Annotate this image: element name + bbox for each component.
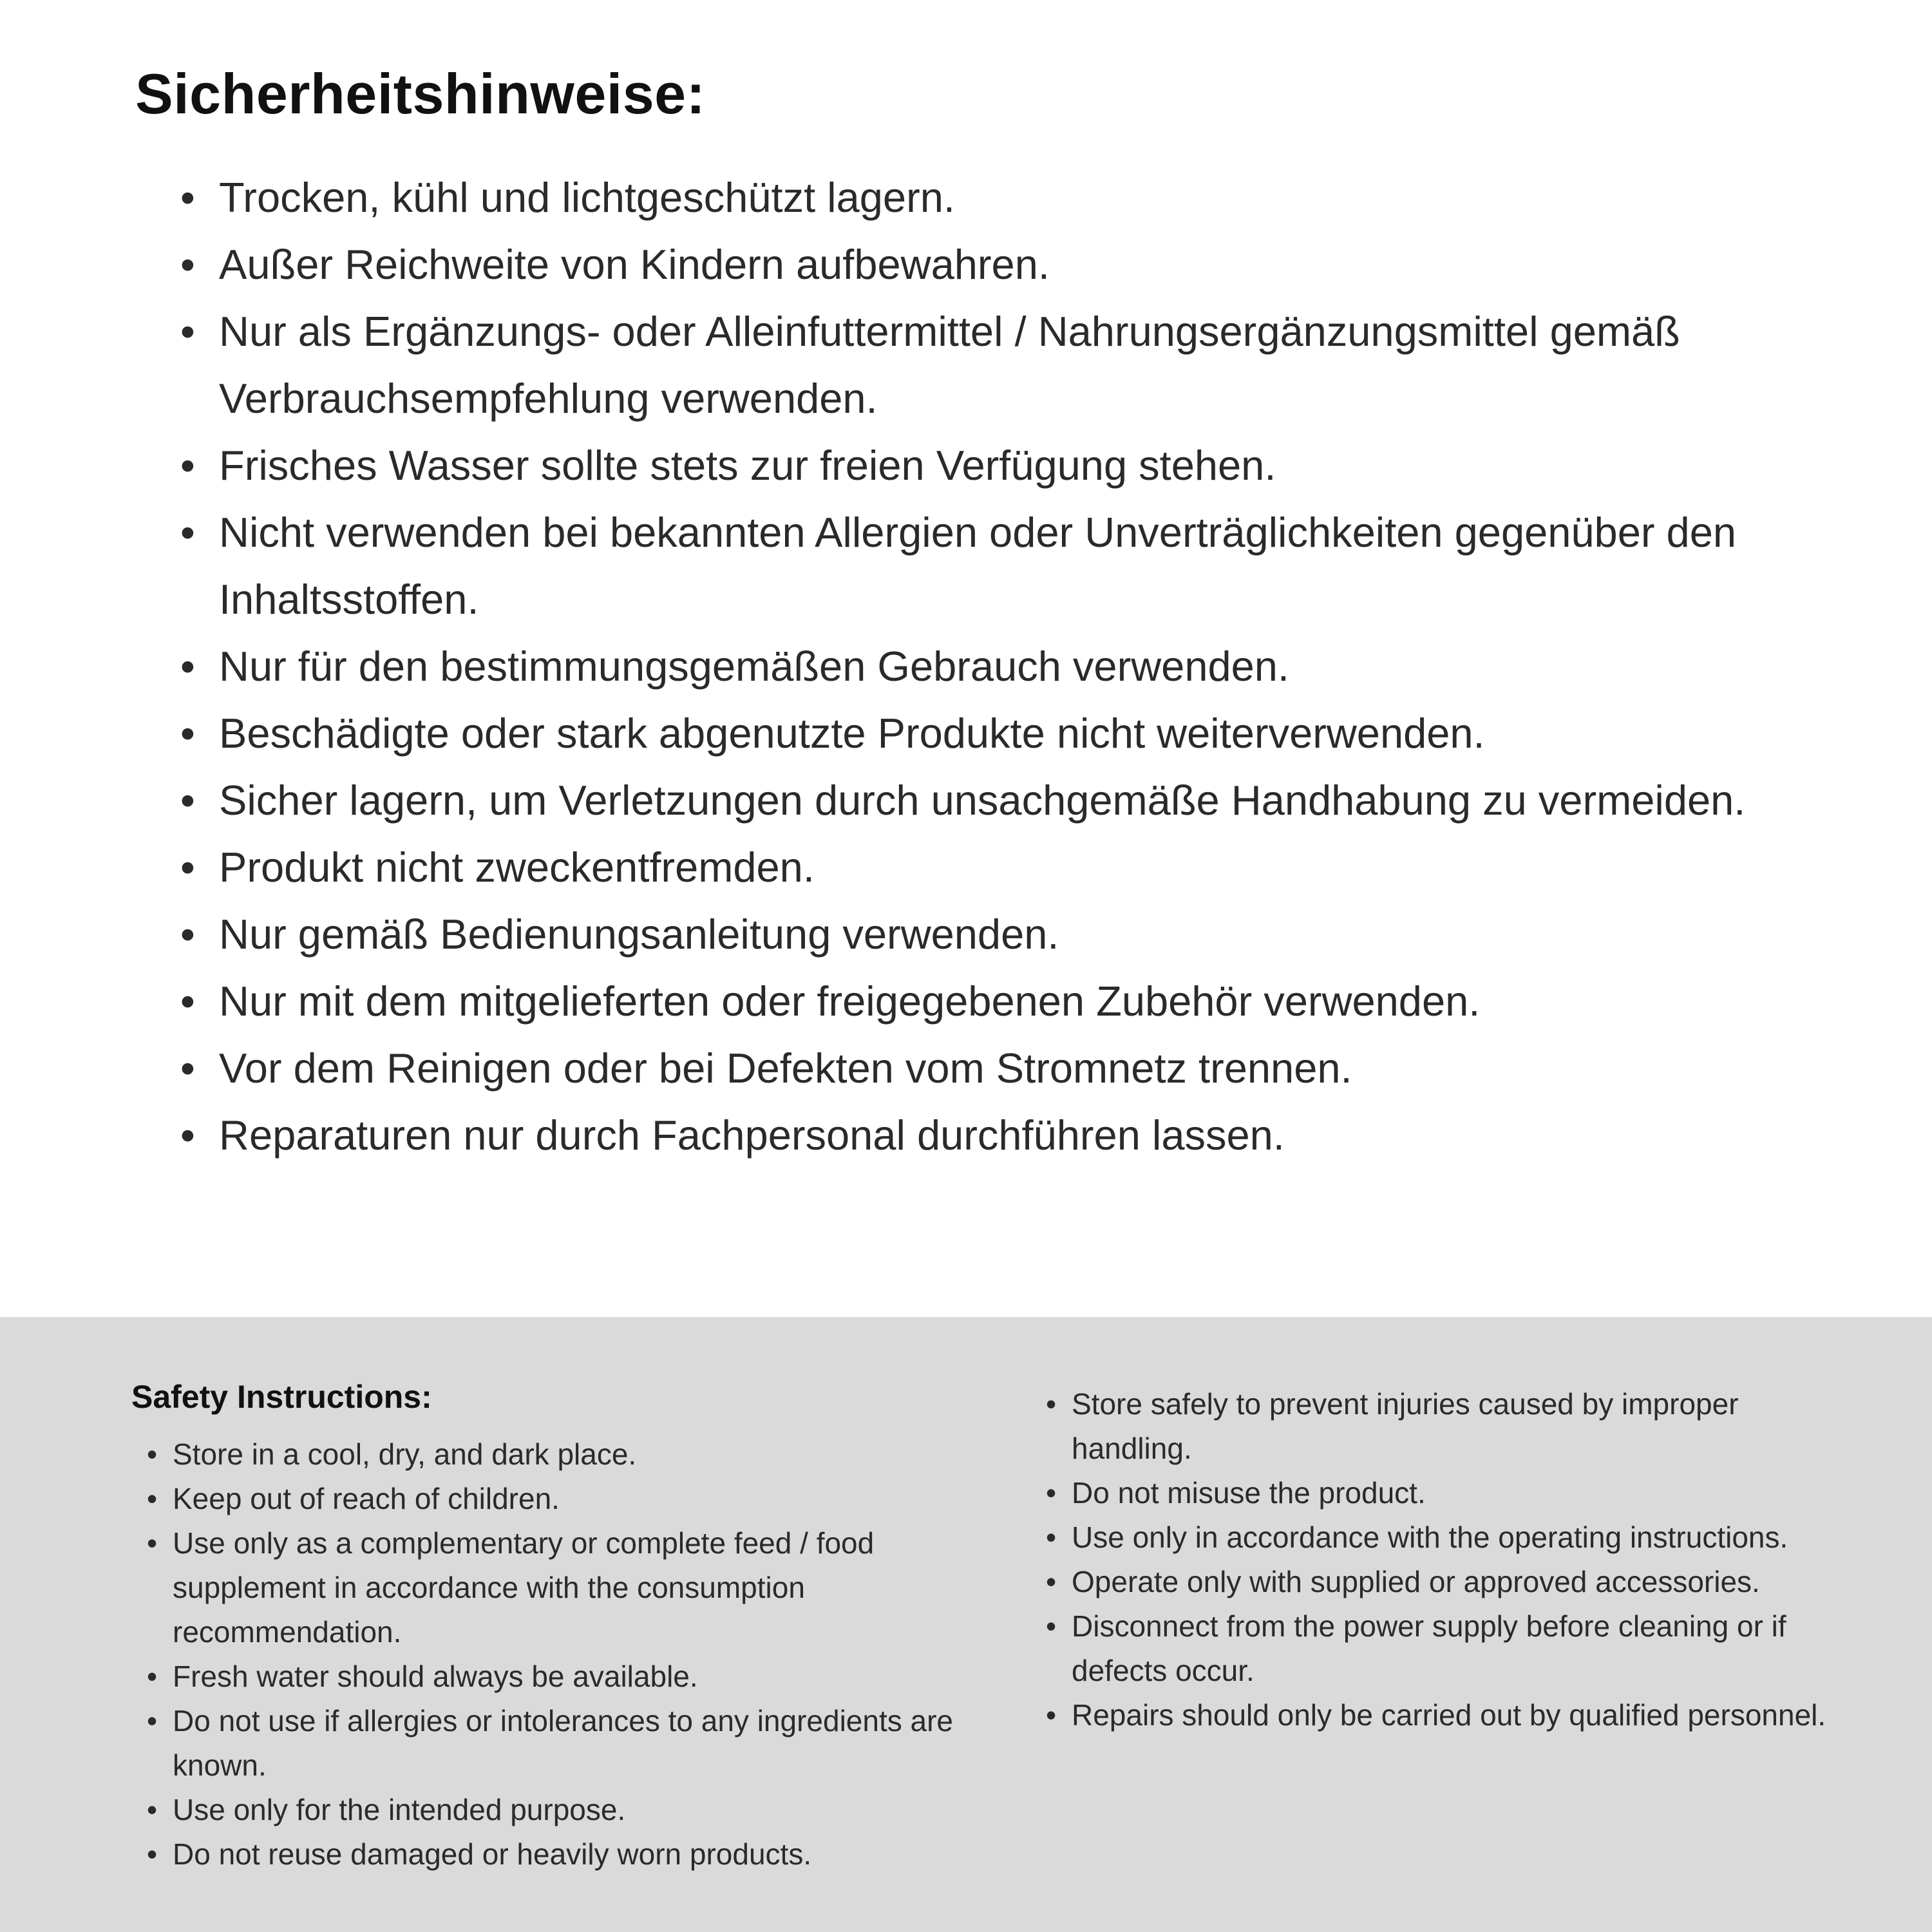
- german-safety-item: • Sicher lagern, um Verletzungen durch unsachgemäße Handhabung zu vermeiden.: [180, 767, 1810, 834]
- german-safety-item: • Trocken, kühl und lichtgeschützt lagern.: [180, 164, 1810, 231]
- german-safety-item: • Vor dem Reinigen oder bei Defekten vom Stromnetz trennen.: [180, 1035, 1810, 1102]
- german-safety-item: • Beschädigte oder stark abgenutzte Produkte nicht weiterverwenden.: [180, 700, 1810, 767]
- german-safety-item: • Nur als Ergänzungs- oder Alleinfuttermittel / Nahrungsergänzungsmittel gemäß Verbrauchsempfehlung verwenden.: [180, 298, 1810, 432]
- english-safety-item: • Do not misuse the product.: [1046, 1471, 1842, 1515]
- german-safety-list: [135, 164, 1810, 1169]
- english-safety-item: • Store in a cool, dry, and dark place.: [147, 1432, 1007, 1477]
- german-safety-item: • Nicht verwenden bei bekannten Allergien oder Unverträglichkeiten gegenüber den Inhaltsstoffen.: [180, 499, 1810, 633]
- english-safety-item: • Store safely to prevent injuries caused by improper handling.: [1046, 1382, 1842, 1471]
- english-safety-list-right: [1046, 1382, 1842, 1738]
- english-safety-item: • Fresh water should always be available.: [147, 1654, 1007, 1699]
- english-safety-item: • Use only for the intended purpose.: [147, 1788, 1007, 1832]
- english-safety-item: • Keep out of reach of children.: [147, 1477, 1007, 1521]
- english-safety-section: [0, 1317, 1932, 1932]
- german-safety-item: • Nur mit dem mitgelieferten oder freigegebenen Zubehör verwenden.: [180, 968, 1810, 1035]
- german-safety-item: • Frisches Wasser sollte stets zur freien Verfügung stehen.: [180, 432, 1810, 499]
- english-safety-item: • Do not use if allergies or intolerances to any ingredients are known.: [147, 1699, 1007, 1788]
- german-safety-item: • Außer Reichweite von Kindern aufbewahren.: [180, 231, 1810, 298]
- english-safety-item: • Operate only with supplied or approved accessories.: [1046, 1560, 1842, 1604]
- english-safety-item: • Repairs should only be carried out by qualified personnel.: [1046, 1693, 1842, 1738]
- german-safety-item: • Nur gemäß Bedienungsanleitung verwenden.: [180, 901, 1810, 968]
- english-safety-item: • Do not reuse damaged or heavily worn products.: [147, 1832, 1007, 1877]
- english-safety-item: • Use only as a complementary or complete feed / food supplement in accordance with the consumption recommendation.: [147, 1521, 1007, 1654]
- english-safety-list-left: [131, 1432, 1007, 1877]
- english-safety-item: • Disconnect from the power supply before cleaning or if defects occur.: [1046, 1604, 1842, 1693]
- english-section-title: Safety Instructions:: [131, 1379, 432, 1415]
- english-safety-item: • Use only in accordance with the operating instructions.: [1046, 1515, 1842, 1560]
- english-left-column: [131, 1378, 1007, 1877]
- english-right-column: [1046, 1378, 1842, 1738]
- german-section-title: Sicherheitshinweise:: [135, 62, 706, 126]
- german-safety-item: • Reparaturen nur durch Fachpersonal durchführen lassen.: [180, 1102, 1810, 1169]
- german-safety-item: • Nur für den bestimmungsgemäßen Gebrauch verwenden.: [180, 633, 1810, 700]
- german-safety-item: • Produkt nicht zweckentfremden.: [180, 834, 1810, 901]
